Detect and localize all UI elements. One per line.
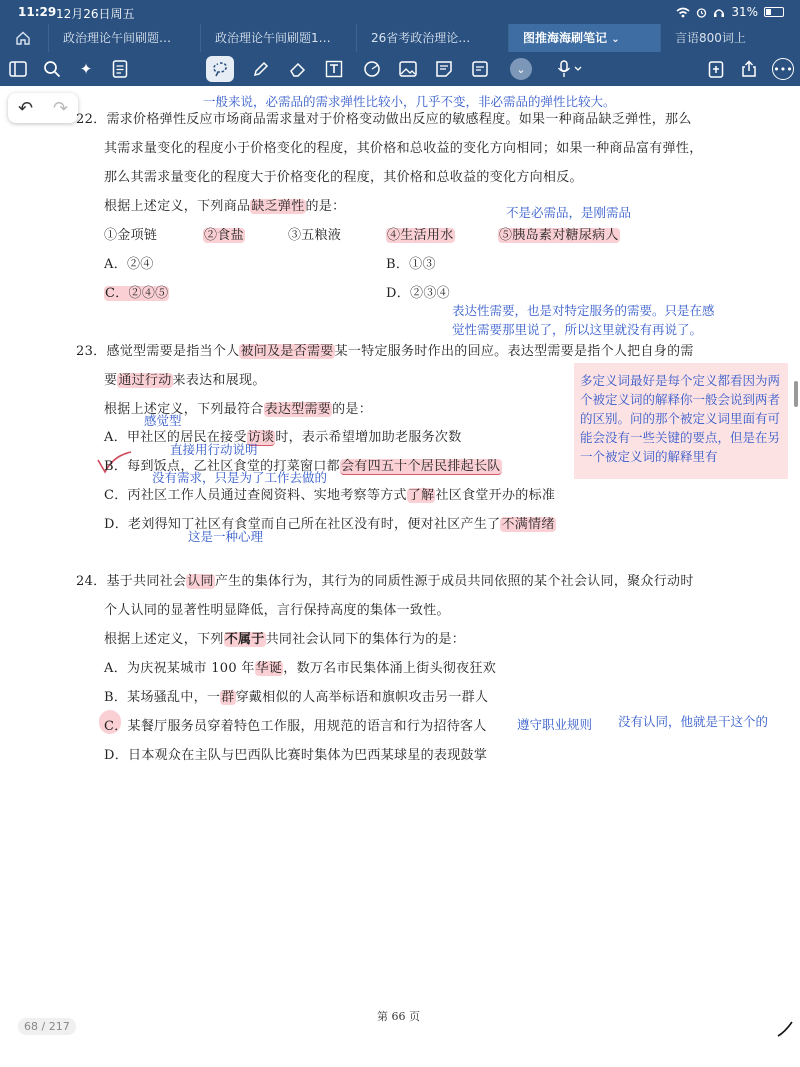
q22-option-d: D．②③④ [386, 286, 450, 301]
handwritten-note [452, 301, 715, 339]
scrollbar-handle[interactable] [794, 381, 798, 407]
document-icon[interactable] [108, 57, 132, 81]
tab-label: 图推海海刷笔记 [523, 31, 608, 45]
lasso-icon[interactable] [206, 56, 234, 82]
q22-line-2: 其需求量变化的程度小于价格变化的程度，其价格和总收益的变化方向相同；如果一种商品富有弹性， [104, 141, 703, 156]
tab-2[interactable] [200, 24, 356, 52]
handwritten-note-box: 多定义词最好是每个定义都看因为两个被定义词的解释你一般会说到两者的区别。问的那个被定义词里面有可能会没有一些关键的要点，但是在另一个被定义词的解释里有 [574, 363, 788, 479]
q22-line-1: 22．需求价格弹性反应市场商品需求量对于价格变动做出反应的敏感程度。如果一种商品缺乏弹性，那么 [76, 112, 692, 127]
image-icon[interactable] [396, 57, 420, 81]
tab-label: 政治理论午间刷题… [63, 31, 172, 45]
handwritten-note: 感觉型 [144, 413, 182, 428]
shapes-icon[interactable] [360, 57, 384, 81]
highlight: ④生活用水 [387, 228, 454, 243]
highlight: C．②④⑤ [105, 286, 169, 301]
q22-item-5 [498, 224, 620, 243]
stem-text: 的是： [332, 402, 373, 417]
more-icon[interactable]: ••• [772, 58, 794, 80]
handwritten-note: 不是必需品，是刚需品 [506, 205, 632, 220]
option-text: B．某场骚乱中，一 [104, 690, 221, 705]
redo-icon[interactable]: ↷ [52, 97, 69, 119]
stem-text: 共同社会认同下的集体行为的是： [265, 632, 466, 647]
option-text: A．甲社区的居民在接受 [104, 430, 247, 445]
handwritten-note: 没有认同，他就是干这个的 [618, 714, 769, 729]
tab-label: 政治理论午间刷题1… [215, 31, 331, 45]
q24-stem [104, 628, 465, 647]
option-text: 穿戴相似的人高举标语和旗帜攻击另一群人 [235, 690, 489, 705]
option-text: 社区食堂开办的标准 [435, 488, 556, 503]
q23-text: 23．感觉型需要是指当个人 [76, 344, 240, 359]
tab-bar [0, 24, 800, 52]
q22-item-3: ③五粮液 [288, 228, 342, 243]
q22-item-4 [386, 224, 455, 243]
stem-text: 的是： [305, 199, 346, 214]
q24-line-1 [76, 570, 694, 589]
highlight: 缺乏弹性 [251, 199, 305, 214]
q24-text: 24．基于共同社会 [76, 574, 187, 589]
note-icon[interactable] [468, 57, 492, 81]
q24-line-2: 个人认同的显著性明显降低，言行保持高度的集体一致性。 [104, 603, 450, 618]
option-text: C．丙社区工作人员通过查阅资料、实地考察等方式 [104, 488, 407, 503]
dropdown-icon[interactable]: ⌄ [510, 58, 532, 80]
tab-5[interactable] [660, 24, 800, 52]
battery-percent: 31% [731, 5, 758, 19]
handwritten-note: 没有需求，只是为了工作去做的 [152, 470, 328, 485]
q23-option-a [104, 426, 462, 445]
textbox-icon[interactable] [322, 57, 346, 81]
sticky-note-icon[interactable] [432, 57, 456, 81]
option-text: ，数万名市民集体涌上街头彻夜狂欢 [283, 661, 497, 676]
headphones-icon [713, 7, 725, 18]
search-icon[interactable] [40, 57, 64, 81]
document-page [0, 86, 800, 1067]
highlight: 访谈 [247, 430, 275, 445]
option-text: 时，表示希望增加助老服务次数 [275, 430, 462, 445]
handwritten-note: 直接用行动说明 [170, 442, 258, 457]
microphone-icon[interactable] [552, 57, 588, 81]
sidebar-icon[interactable] [6, 57, 30, 81]
share-icon[interactable] [737, 57, 761, 81]
q22-option-c [104, 282, 169, 301]
q24-option-b [104, 686, 488, 705]
tab-1[interactable] [48, 24, 198, 52]
q23-text: 来表达和展现。 [172, 373, 266, 388]
highlight: 表达型需要 [264, 402, 332, 417]
page-number: 第 66 页 [377, 1010, 420, 1023]
q22-option-b: B．①③ [386, 257, 436, 272]
highlight: 群 [221, 690, 235, 705]
highlight: ②食盐 [204, 228, 244, 243]
export-icon[interactable] [704, 57, 728, 81]
stem-text: 根据上述定义，下列最符合 [104, 402, 264, 417]
highlight: ⑤胰岛素对糖尿病人 [499, 228, 619, 243]
q24-option-d: D．日本观众在主队与巴西队比赛时集体为巴西某球星的表现鼓掌 [104, 748, 488, 763]
highlight: 不属于 [224, 632, 265, 647]
q22-item-1: ①金项链 [104, 228, 158, 243]
highlight: 通过行动 [118, 373, 172, 388]
q23-line-1 [76, 340, 694, 359]
status-date: 12月26日周五 [56, 7, 135, 21]
tab-label: 言语800词上 [675, 31, 746, 45]
highlight: 认同 [187, 574, 214, 589]
q22-option-a: A．②④ [104, 257, 154, 272]
status-right [676, 5, 784, 19]
option-text: B．每到饭点，乙社区食堂的打菜窗口都 [104, 459, 340, 474]
pen-icon[interactable] [249, 57, 273, 81]
toolbar [0, 52, 800, 86]
note-line: 觉性需要那里说了，所以这里就没有再说了。 [452, 322, 703, 337]
sparkle-icon[interactable]: ✦ [79, 60, 93, 78]
note-line: 表达性需要，也是对特定服务的需要。只是在感 [452, 303, 715, 318]
q22-item-2 [203, 224, 245, 243]
wifi-icon [676, 7, 690, 18]
stem-text: 根据上述定义，下列商品 [104, 199, 251, 214]
q23-option-d [104, 513, 556, 532]
highlight: 华诞 [255, 661, 283, 676]
handwritten-note: 这是一种心理 [188, 529, 264, 544]
status-time: 11:29 [18, 5, 57, 19]
alarm-icon [696, 7, 707, 18]
status-bar [0, 0, 800, 24]
highlight: 会有四五十个居民排起长队 [340, 459, 501, 474]
q24-text: 产生的集体行为，其行为的同质性源于成员共同依照的某个社会认同，聚众行动时 [214, 574, 694, 589]
tab-3[interactable] [356, 24, 508, 52]
handwritten-note: 一般来说，必需品的需求弹性比较小，几乎不变，非必需品的弹性比较大。 [203, 94, 616, 109]
q24-option-c: C．某餐厅服务员穿着特色工作服，用规范的语言和行为招待客人 [104, 719, 487, 734]
q24-option-a [104, 657, 496, 676]
highlight: 不满情绪 [501, 517, 555, 532]
highlight: 被问及是否需要 [240, 344, 334, 359]
q23-option-c [104, 484, 555, 503]
q22-stem [104, 195, 345, 214]
eraser-icon[interactable] [286, 57, 310, 81]
home-icon[interactable] [14, 29, 32, 47]
battery-icon [764, 7, 784, 17]
highlight: 了解 [407, 488, 435, 503]
tab-label: 26省考政治理论… [371, 31, 471, 45]
option-text: D．老刘得知丁社区有食堂而自己所在社区没有时，便对社区产生了 [104, 517, 501, 532]
option-text: A．为庆祝某城市 100 年 [104, 661, 255, 676]
tab-4-active[interactable] [508, 24, 660, 52]
q23-text: 某一特定服务时作出的回应。表达型需要是指个人把自身的需 [334, 344, 694, 359]
undo-icon[interactable]: ↶ [17, 97, 34, 119]
q23-line-2 [104, 369, 266, 388]
q23-text: 要 [104, 373, 118, 388]
pen-stroke-icon [776, 1020, 794, 1038]
chevron-down-icon[interactable]: ⌄ [611, 34, 620, 45]
q22-line-3: 那么其需求量变化的程度大于价格变化的程度，其价格和总收益的变化方向相反。 [104, 170, 583, 185]
handwritten-note: 遵守职业规则 [517, 717, 593, 732]
page-indicator: 68 / 217 [18, 1018, 76, 1035]
stem-text: 根据上述定义，下列 [104, 632, 224, 647]
